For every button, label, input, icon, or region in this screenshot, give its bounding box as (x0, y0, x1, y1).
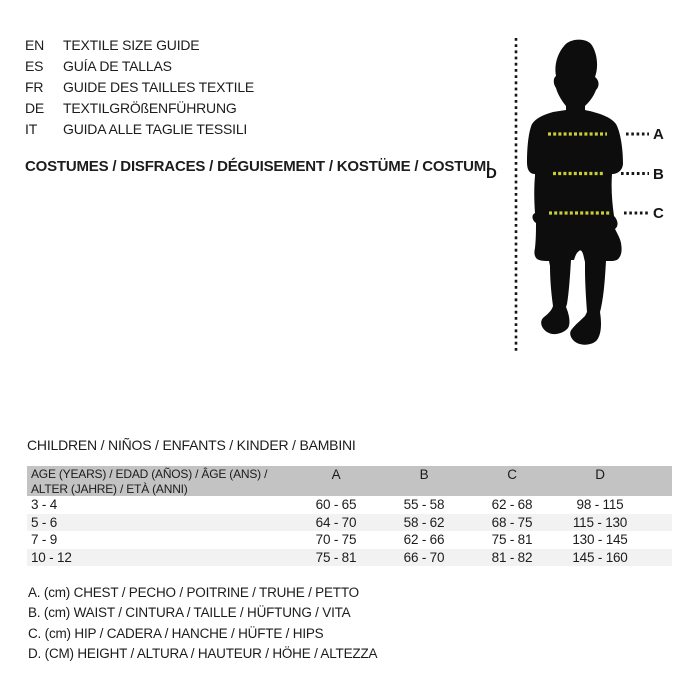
cell-hip: 68 - 75 (491, 514, 533, 530)
cell-hip: 75 - 81 (491, 532, 533, 547)
col-header-d: D (595, 467, 605, 482)
cell-hip: 81 - 82 (491, 549, 533, 565)
language-label: TEXTILGRÖßENFÜHRUNG (63, 99, 237, 116)
cell-height: 98 - 115 (576, 497, 624, 512)
cell-chest: 60 - 65 (315, 497, 357, 512)
legend-text: A. (cm) CHEST / PECHO / POITRINE / TRUHE / PETTO (28, 584, 359, 600)
legend-text: D. (CM) HEIGHT / ALTURA / HAUTEUR / HÖHE / ALTEZZA (28, 646, 378, 662)
cell-age: 10 - 12 (31, 549, 72, 565)
language-code: FR (25, 78, 44, 95)
child-silhouette (527, 40, 623, 345)
age-header-line1: AGE (YEARS) / EDAD (AÑOS) / ÂGE (ANS) / (31, 467, 268, 481)
legend-item (28, 623, 377, 644)
table-row (27, 496, 672, 514)
table-row (27, 531, 672, 549)
child-silhouette-path (527, 40, 623, 345)
cell-hip: 62 - 68 (491, 497, 533, 512)
age-header-label (27, 466, 292, 496)
language-row (25, 97, 254, 118)
language-row (25, 118, 254, 139)
legend-text: C. (cm) HIP / CADERA / HANCHE / HÜFTE / HIPS (28, 625, 324, 641)
cell-height: 130 - 145 (572, 532, 628, 547)
col-header-c: C (507, 467, 517, 482)
cell-age: 3 - 4 (31, 497, 58, 512)
age-header-line2: ALTER (JAHRE) / ETÀ (ANNI) (31, 481, 188, 496)
size-table (27, 466, 672, 566)
height-label: D (486, 165, 497, 182)
size-figure (480, 30, 680, 360)
col-header-b: B (419, 467, 429, 482)
language-label: GUÍA DE TALLAS (63, 58, 172, 75)
language-code: EN (25, 37, 45, 54)
language-code: IT (25, 120, 38, 137)
language-label: TEXTILE SIZE GUIDE (63, 37, 200, 54)
hip-label: C (653, 205, 664, 222)
language-row (25, 35, 254, 56)
cell-height: 115 - 130 (572, 514, 628, 530)
cell-chest: 70 - 75 (315, 532, 357, 547)
legend-item (28, 644, 377, 665)
category-title: COSTUMES / DISFRACES / DÉGUISEMENT / KOSTÜME / COSTUMI (25, 158, 491, 175)
language-label: GUIDA ALLE TAGLIE TESSILI (63, 120, 248, 137)
cell-height: 145 - 160 (572, 549, 628, 565)
section-title: CHILDREN / NIÑOS / ENFANTS / KINDER / BAMBINI (27, 437, 356, 453)
col-header-a: A (331, 467, 341, 482)
table-row (27, 514, 672, 532)
language-row (25, 77, 254, 98)
legend-item (28, 582, 377, 603)
cell-waist: 55 - 58 (403, 497, 445, 512)
table-row (27, 549, 672, 567)
cell-chest: 75 - 81 (315, 549, 357, 565)
legend-text: B. (cm) WAIST / CINTURA / TAILLE / HÜFTUNG / VITA (28, 605, 351, 621)
cell-waist: 58 - 62 (403, 514, 445, 530)
language-label: GUIDE DES TAILLES TEXTILE (63, 78, 255, 95)
cell-waist: 66 - 70 (403, 549, 445, 565)
legend-item (28, 603, 377, 624)
cell-age: 7 - 9 (31, 532, 58, 547)
language-code: ES (25, 58, 44, 75)
language-code: DE (25, 99, 45, 116)
chest-label: A (653, 126, 664, 143)
measure-legend (28, 582, 377, 664)
table-header (27, 466, 672, 496)
cell-age: 5 - 6 (31, 514, 58, 530)
cell-chest: 64 - 70 (315, 514, 357, 530)
language-list (25, 35, 254, 139)
figure-svg (480, 30, 680, 360)
language-row (25, 56, 254, 77)
cell-waist: 62 - 66 (403, 532, 445, 547)
table-body (27, 496, 672, 566)
waist-label: B (653, 166, 664, 183)
